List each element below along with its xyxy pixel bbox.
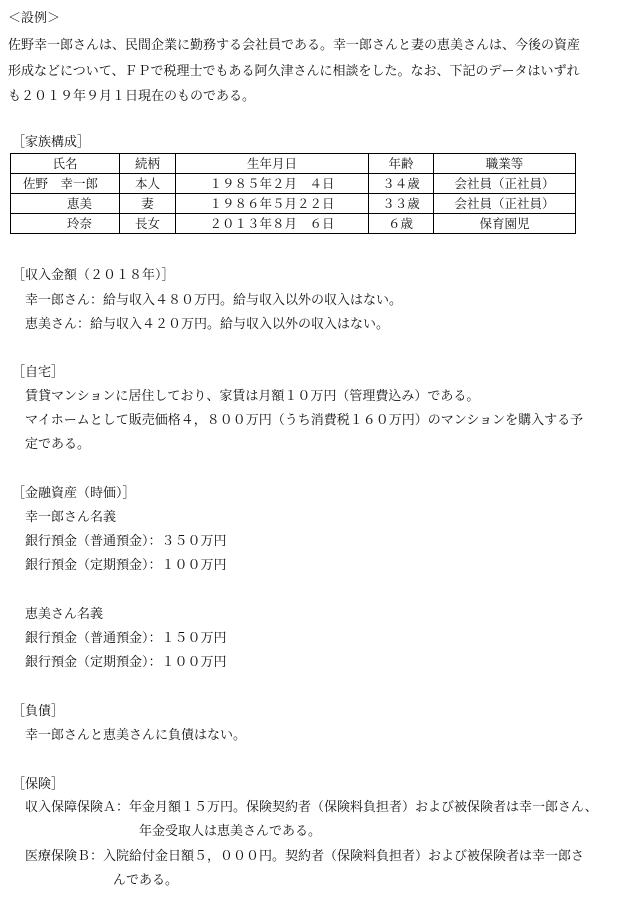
family-cell-birthdate: １９８６年５月２２日 <box>176 194 369 214</box>
assets-koichiro-line-1: 銀行預金（普通預金）：３５０万円 <box>25 534 227 549</box>
family-cell-relation: 長女 <box>120 214 176 234</box>
insurance-a-line-1: 収入保障保険Ａ：年金月額１５万円。保険契約者（保険料負担者）および被保険者は幸一郎さん、 <box>25 800 598 815</box>
family-header-relation: 続柄 <box>120 154 176 174</box>
assets-heading: ［金融資産（時価）］ <box>12 486 136 501</box>
insurance-b-line-1: 医療保険Ｂ：入院給付金日額５，０００円。契約者（保険料負担者）および被保険者は幸一郎さ <box>25 849 585 864</box>
family-header-occupation: 職業等 <box>434 154 576 174</box>
family-cell-relation: 妻 <box>120 194 176 214</box>
assets-emi-title: 恵美さん名義 <box>25 607 104 622</box>
home-heading: ［自宅］ <box>12 365 65 380</box>
family-header-name: 氏名 <box>11 154 120 174</box>
home-line-1: 賃貸マンションに居住しており、家賃は月額１０万円（管理費込み）である。 <box>25 389 480 404</box>
family-cell-relation: 本人 <box>120 174 176 194</box>
family-table <box>10 153 576 234</box>
family-header-age: 年齢 <box>369 154 434 174</box>
debt-line-1: 幸一郎さんと恵美さんに負債はない。 <box>25 728 247 743</box>
debt-heading: ［負債］ <box>12 704 65 719</box>
assets-koichiro-title: 幸一郎さん名義 <box>25 510 117 525</box>
insurance-heading: ［保険］ <box>12 777 65 792</box>
family-table-header-row <box>11 154 576 174</box>
insurance-b-line-2: んである。 <box>113 873 179 888</box>
insurance-a-line-2: 年金受取人は恵美さんである。 <box>139 824 322 839</box>
assets-koichiro-line-2: 銀行預金（定期預金）：１００万円 <box>25 558 227 573</box>
family-cell-birthdate: ２０１３年８月 ６日 <box>176 214 369 234</box>
income-line-1: 幸一郎さん：給与収入４８０万円。給与収入以外の収入はない。 <box>25 293 403 308</box>
income-heading: ［収入金額（２０１８年）］ <box>12 268 175 283</box>
home-line-2: マイホームとして販売価格４，８００万円（うち消費税１６０万円）のマンションを購入する予 <box>25 413 584 428</box>
assets-emi-line-1: 銀行預金（普通預金）：１５０万円 <box>25 631 227 646</box>
family-cell-age: ６歳 <box>369 214 434 234</box>
table-row <box>11 214 576 234</box>
family-cell-occupation: 会社員（正社員） <box>434 194 576 214</box>
family-cell-name: 恵美 <box>11 194 120 214</box>
intro-paragraph-line-2: 形成などについて、ＦＰで税理士でもある阿久津さんに相談をした。なお、下記のデータはいずれ <box>8 64 580 79</box>
family-cell-age: ３３歳 <box>369 194 434 214</box>
table-row <box>11 194 576 214</box>
family-cell-name: 佐野 幸一郎 <box>11 174 120 194</box>
home-line-3: 定である。 <box>25 437 91 452</box>
family-cell-age: ３４歳 <box>369 174 434 194</box>
family-header-birthdate: 生年月日 <box>176 154 369 174</box>
intro-paragraph-line-3: も２０１９年９月１日現在のものである。 <box>8 89 256 104</box>
table-row <box>11 174 576 194</box>
family-cell-birthdate: １９８５年２月 ４日 <box>176 174 369 194</box>
intro-paragraph-line-1: 佐野幸一郎さんは、民間企業に勤務する会社員である。幸一郎さんと妻の恵美さんは、今後の資産 <box>8 38 581 53</box>
intro-heading: ＜設例＞ <box>8 11 61 26</box>
family-cell-occupation: 保育園児 <box>434 214 576 234</box>
income-line-2: 恵美さん：給与収入４２０万円。給与収入以外の収入はない。 <box>25 317 390 332</box>
assets-emi-line-2: 銀行預金（定期預金）：１００万円 <box>25 655 227 670</box>
family-cell-name: 玲奈 <box>11 214 120 234</box>
family-heading: ［家族構成］ <box>12 135 91 150</box>
family-cell-occupation: 会社員（正社員） <box>434 174 576 194</box>
